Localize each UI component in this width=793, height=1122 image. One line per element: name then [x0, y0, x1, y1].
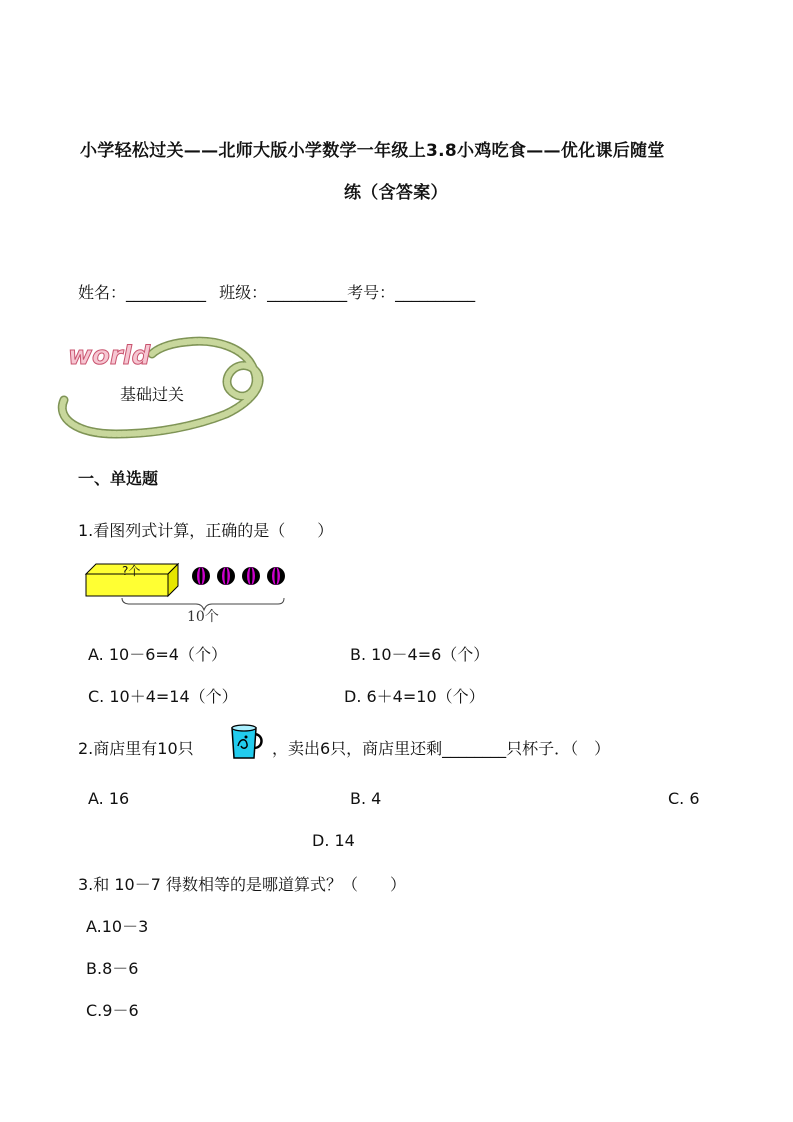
cup-icon — [228, 722, 266, 762]
class-label: 班级： — [219, 283, 268, 302]
ball-icon — [192, 567, 210, 585]
page-title-line2: 练（含答案） — [344, 183, 448, 203]
section-banner — [56, 330, 276, 442]
q1-stem: 1.看图列式计算，正确的是（ ） — [78, 521, 334, 540]
ball-icon — [242, 567, 260, 585]
q3-option-b[interactable]: B.8－6 — [86, 959, 139, 978]
ball-icon — [267, 567, 285, 585]
q3-option-a[interactable]: A.10－3 — [86, 917, 149, 936]
name-label: 姓名： — [78, 283, 127, 302]
q2-option-a[interactable]: A. 16 — [88, 789, 130, 808]
student-info-row — [78, 280, 475, 303]
page-title-line1: 小学轻松过关——北师大版小学数学一年级上3.8小鸡吃食——优化课后随堂 — [80, 141, 665, 161]
q2-option-d[interactable]: D. 14 — [312, 831, 355, 850]
brace-label: 10个 — [187, 609, 219, 625]
exam-label: 考号： — [347, 283, 396, 302]
world-logo: world — [68, 341, 151, 371]
q2-stem-before: 2.商店里有10只 — [78, 739, 194, 758]
box-label: ?个 — [122, 564, 141, 578]
q1-option-c[interactable]: C. 10＋4=14（个） — [88, 687, 238, 706]
name-blank[interactable]: __________ — [126, 283, 207, 302]
q3-stem: 3.和 10－7 得数相等的是哪道算式？（ ） — [78, 875, 406, 894]
section-heading: 一、单选题 — [78, 469, 159, 488]
q2-stem-after: ，卖出6只，商店里还剩________只杯子．（ ） — [272, 739, 611, 758]
q1-option-d[interactable]: D. 6＋4=10（个） — [344, 687, 485, 706]
q2-option-c[interactable]: C. 6 — [668, 789, 700, 808]
class-blank[interactable]: __________ — [267, 283, 348, 302]
ball-icon — [217, 567, 235, 585]
q2-option-b[interactable]: B. 4 — [350, 789, 382, 808]
q3-option-c[interactable]: C.9－6 — [86, 1001, 139, 1020]
q1-option-a[interactable]: A. 10－6=4（个） — [88, 645, 227, 664]
q1-figure — [84, 556, 294, 626]
q1-option-b[interactable]: B. 10－4=6（个） — [350, 645, 490, 664]
exam-blank[interactable]: __________ — [395, 283, 476, 302]
banner-label: 基础过关 — [120, 385, 185, 404]
